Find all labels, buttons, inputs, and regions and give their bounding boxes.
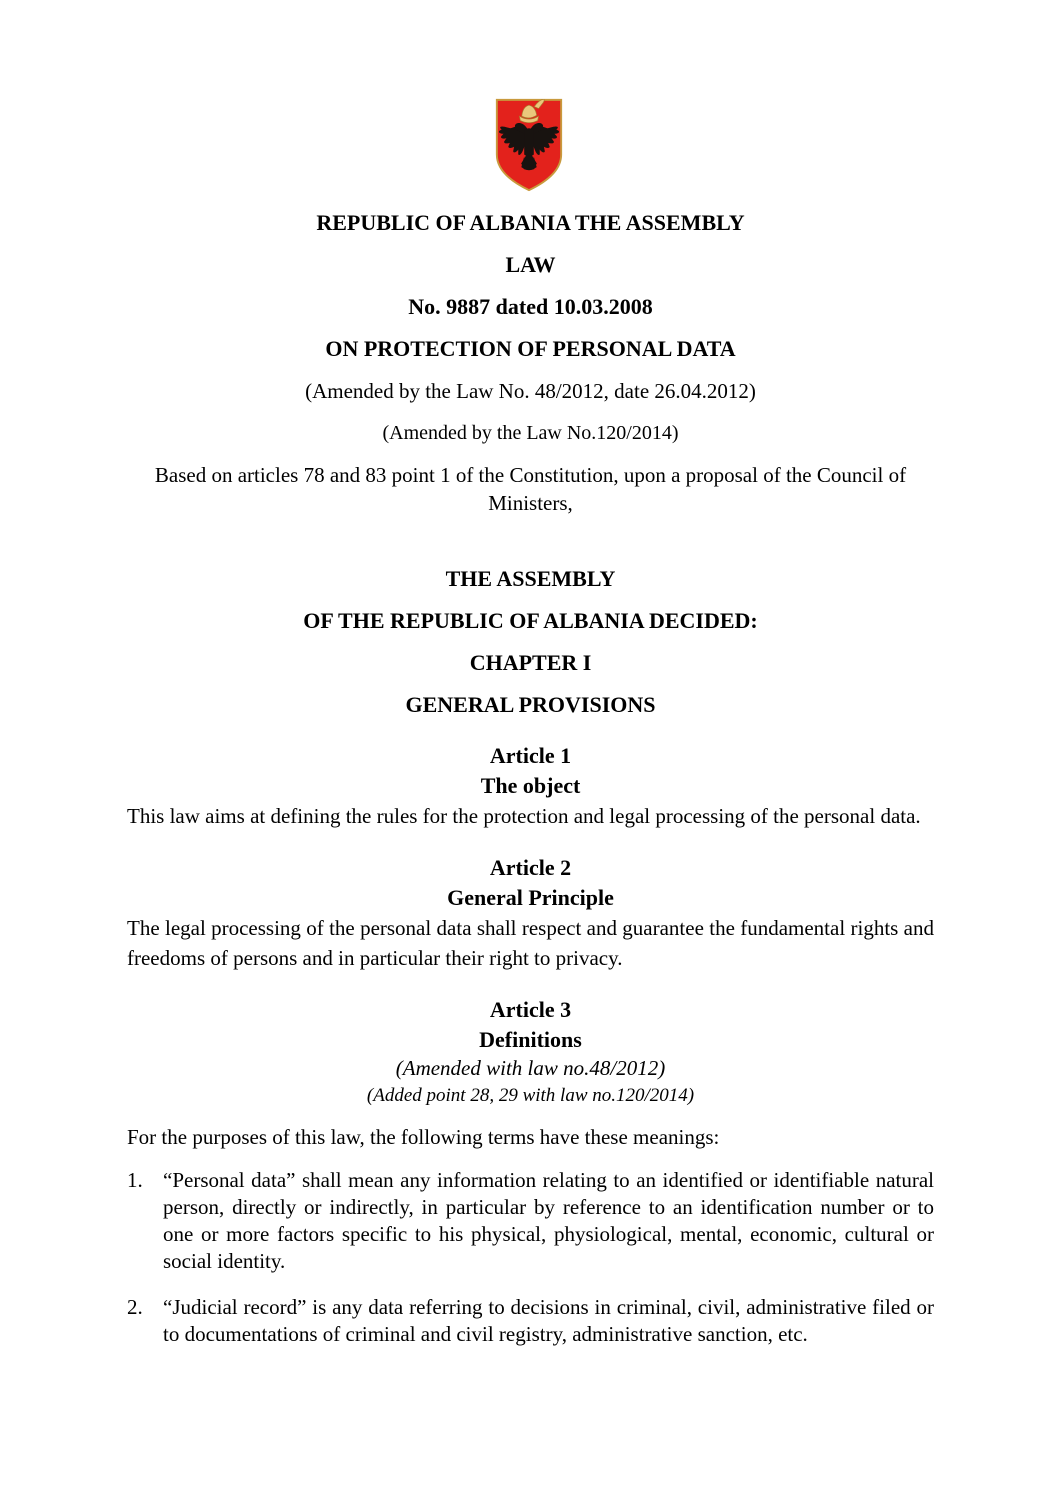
chapter-title: GENERAL PROVISIONS	[405, 692, 656, 717]
article-1	[127, 741, 934, 831]
assembly-heading: THE ASSEMBLY	[445, 566, 616, 591]
law-subject: ON PROTECTION OF PERSONAL DATA	[325, 336, 736, 361]
article-2-body: The legal processing of the personal data shall respect and guarantee the fundamental rights and freedoms of persons and in particular their right to privacy.	[127, 916, 934, 970]
chapter-heading: CHAPTER I	[469, 650, 592, 675]
article-1-number: Article 1	[489, 743, 572, 768]
definition-item-number: 2.	[127, 1295, 143, 1319]
article-1-body: This law aims at defining the rules for the protection and legal processing of the personal data.	[127, 804, 921, 828]
definition-item-text: “Judicial record” is any data referring to decisions in criminal, civil, administrative filed or to documentations of criminal and civil registry, administrative sanction, etc.	[163, 1295, 934, 1346]
article-2-number: Article 2	[489, 855, 572, 880]
decided-heading: OF THE REPUBLIC OF ALBANIA DECIDED:	[303, 608, 758, 633]
definition-item-number: 1.	[127, 1168, 143, 1192]
definitions-intro: For the purposes of this law, the following terms have these meanings:	[127, 1125, 720, 1149]
article-3-amendment-1: (Amended with law no.48/2012)	[395, 1056, 666, 1080]
article-3-title: Definitions	[479, 1027, 582, 1052]
article-2-title: General Principle	[447, 885, 614, 910]
definition-item-2	[127, 1294, 934, 1348]
definition-item-text: “Personal data” shall mean any information relating to an identified or identifiable natural person, directly or indirectly, in particular by reference to an identification number or to one or more factors specific to his physical, physiological, mental, economic, cultural or social identity.	[163, 1168, 934, 1273]
amendment-note-1: (Amended by the Law No. 48/2012, date 26.04.2012)	[305, 379, 756, 403]
preamble: Based on articles 78 and 83 point 1 of the Constitution, upon a proposal of the Council of Ministers,	[154, 463, 907, 515]
document-title: REPUBLIC OF ALBANIA THE ASSEMBLY	[316, 210, 745, 235]
definition-item-1	[127, 1167, 934, 1275]
law-number: No. 9887 dated 10.03.2008	[408, 294, 653, 319]
article-3-amendment-2: (Added point 28, 29 with law no.120/2014)	[366, 1085, 695, 1106]
article-3-number: Article 3	[489, 997, 572, 1022]
law-label: LAW	[505, 252, 556, 277]
emblem	[0, 97, 1058, 193]
article-1-title: The object	[480, 773, 581, 798]
article-2	[127, 853, 934, 973]
amendment-note-2: (Amended by the Law No.120/2014)	[382, 422, 679, 444]
document-content	[127, 209, 934, 1348]
albania-coat-of-arms-icon	[493, 97, 565, 193]
article-3	[127, 995, 934, 1348]
